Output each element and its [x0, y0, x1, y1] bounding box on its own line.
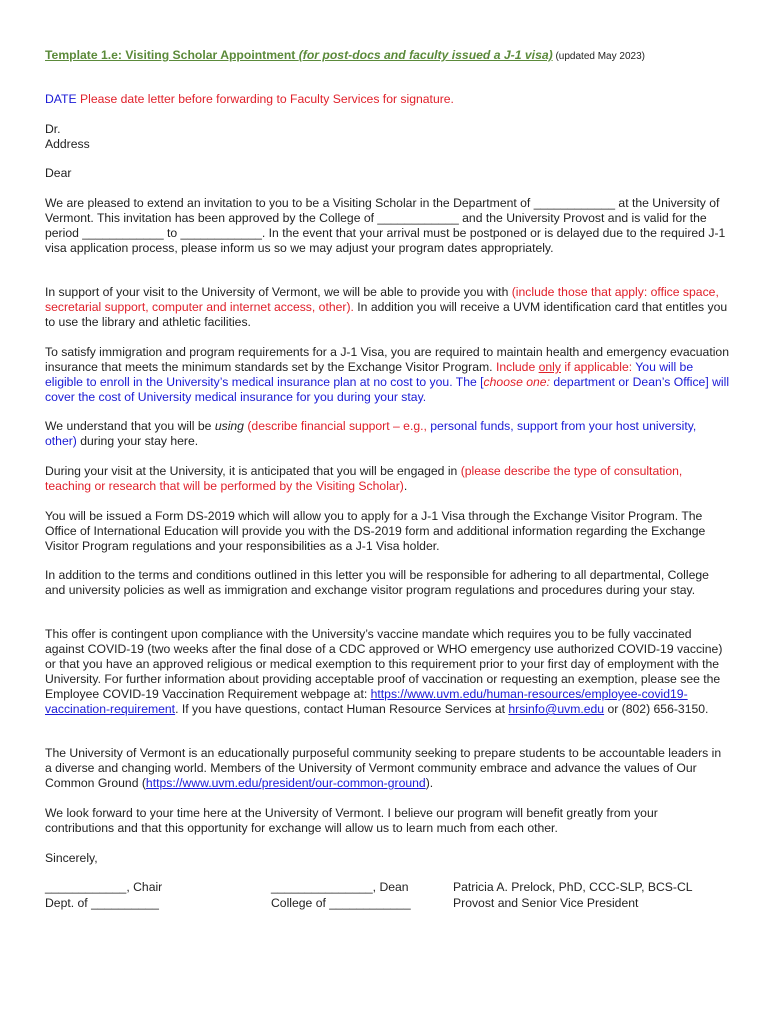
p3-only: only: [538, 360, 561, 374]
p5-instruction: (please describe the type of consultation, teaching or research that will be performed by the Visiting Scholar): [45, 464, 683, 493]
p8-text-end: or (802) 656-3150.: [604, 702, 709, 716]
paragraph-vaccine: [45, 627, 730, 717]
p3-if-applicable: if applicable:: [560, 360, 633, 374]
chair-line: ____________, Chair: [45, 880, 163, 894]
signature-chair: [45, 879, 162, 911]
closing-sincerely: Sincerely,: [45, 851, 98, 865]
p9-text-end: ).: [425, 776, 434, 790]
paragraph-support: [45, 285, 730, 330]
dean-line: _______________, Dean: [271, 880, 409, 894]
date-note: Please date letter before forwarding to Faculty Services for signature.: [80, 92, 454, 106]
p9-text: The University of Vermont is an educationally purposeful community seeking to prepare students to be accountable leaders in a diverse and changing world. Members of the University of Vermont community embrace and advance the values of Our Common Ground (: [45, 746, 722, 790]
signature-provost: [453, 879, 693, 911]
paragraph-engagement: [45, 464, 730, 494]
title-main: Template 1.e: Visiting Scholar Appointment: [45, 48, 299, 62]
p2-text-end: In addition you will receive a UVM identification card that entitles you to use the library and athletic facilities.: [45, 300, 728, 329]
p4-instruction: (describe financial support – e.g.,: [243, 419, 431, 433]
p3-include: Include: [495, 360, 539, 374]
provost-title: Provost and Senior Vice President: [453, 896, 639, 910]
p8-text-mid: . If you have questions, contact Human Resource Services at: [175, 702, 509, 716]
p8-text: This offer is contingent upon compliance with the University’s vaccine mandate which requires you to be fully vaccinated against COVID-19 (two weeks after the final dose of a CDC approved or WHO emergency use authorized COVID-19 vaccine) or that you have an approved religious or medical exemption to this requirement prior to your first day of employment with the University. For further information about providing acceptable proof of vaccination or requesting an exemption, please see the Employee COVID-19 Vaccination Requirement webpage at:: [45, 627, 723, 701]
date-line: [45, 92, 730, 107]
salutation: Dear: [45, 166, 72, 180]
vaccination-requirement-link[interactable]: https://www.uvm.edu/human-resources/employee-covid19-vaccination-requirement: [45, 687, 688, 716]
paragraph-financial: [45, 419, 730, 449]
p5-text: During your visit at the University, it is anticipated that you will be engaged in: [45, 464, 461, 478]
p3-eligibility: You will be eligible to enroll in the University’s medical insurance plan at no cost to you. The [: [45, 360, 694, 389]
template-title: [45, 48, 645, 62]
p4-using: using: [214, 419, 244, 433]
paragraph-closing: We look forward to your time here at the University of Vermont. I believe our program will benefit greatly from your contributions and that this opportunity for exchange will allow us to learn much from each other.: [45, 806, 658, 835]
date-label: DATE: [45, 92, 80, 106]
paragraph-policies: In addition to the terms and conditions outlined in this letter you will be responsible for adhering to all departmental, College and university policies as well as immigration and exchange visitor program regulations and procedures during your stay.: [45, 568, 709, 597]
p2-instruction: (include those that apply:: [511, 285, 651, 299]
dept-line: Dept. of __________: [45, 896, 159, 910]
address-line-1: Dr.: [45, 122, 61, 136]
p5-period: .: [403, 479, 408, 493]
title-italic: (for post-docs and faculty issued a J-1 visa): [298, 48, 553, 62]
p3-coverage: department or Dean’s Office] will cover the cost of University medical insurance for you during your stay.: [45, 375, 730, 404]
p2-text: In support of your visit to the University of Vermont, we will be able to provide you with: [45, 285, 512, 299]
p2-options: office space, secretarial support, computer and internet access, other).: [45, 285, 719, 314]
p4-text: We understand that you will be: [45, 419, 215, 433]
paragraph-insurance: [45, 345, 730, 405]
p3-text: To satisfy immigration and program requirements for a J-1 Visa, you are required to maintain health and emergency evacuation insurance that meets the minimum standards set by the Exchange Visitor Program.: [45, 345, 729, 374]
college-line: College of ____________: [271, 896, 411, 910]
paragraph-common-ground: [45, 746, 730, 791]
p4-text-end: during your stay here.: [76, 434, 199, 448]
title-updated: (updated May 2023): [552, 51, 645, 62]
paragraph-invitation: We are pleased to extend an invitation to you to be a Visiting Scholar in the Department of ____________ at the University of Vermont. This invitation has been approved by the College of ____________ and the University Provost and is valid for the period ____________ to ____________. In the event that your arrival must be postponed or is delayed due to the required J-1 visa application process, please inform us so we may adjust your program dates appropriately.: [45, 196, 726, 255]
hrsinfo-email-link[interactable]: hrsinfo@uvm.edu: [508, 702, 605, 716]
signature-dean: [271, 879, 411, 911]
p3-choose-one: choose one:: [483, 375, 550, 389]
address-line-2: Address: [45, 137, 90, 151]
p4-options: personal funds, support from your host university, other): [45, 419, 697, 448]
provost-name: Patricia A. Prelock, PhD, CCC-SLP, BCS-CL: [453, 880, 693, 894]
common-ground-link[interactable]: https://www.uvm.edu/president/our-common-ground: [145, 776, 426, 790]
paragraph-ds2019: You will be issued a Form DS-2019 which will allow you to apply for a J-1 Visa through the Exchange Visitor Program. The Office of International Education will provide you with the DS-2019 form and additional information regarding the Exchange Visitor Program regulations and your responsibilities as a J-1 Visa holder.: [45, 509, 706, 553]
address-block: [45, 122, 730, 152]
